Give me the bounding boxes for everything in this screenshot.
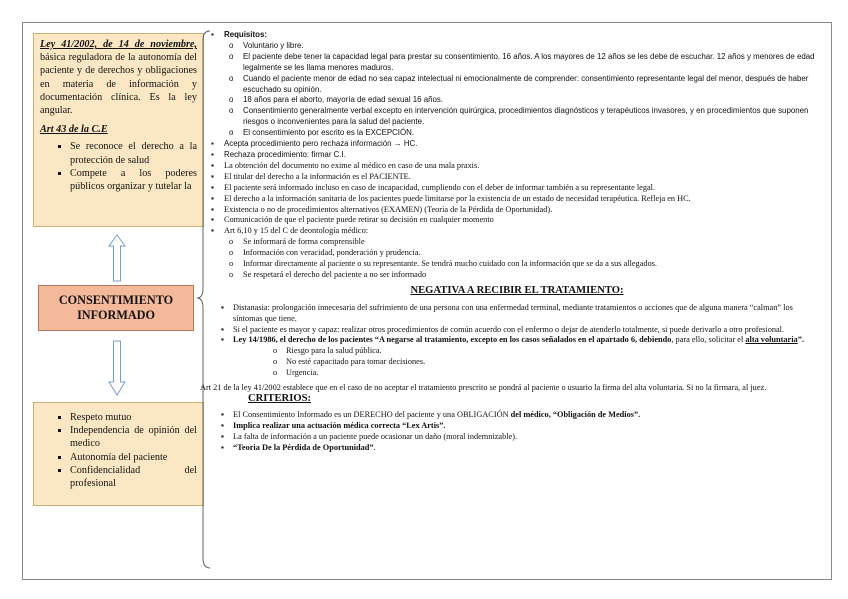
list-item: o No esté capacitado para tomar decisiones.: [273, 357, 426, 367]
list-item: o Urgencia.: [273, 368, 319, 378]
law-paragraph: [40, 38, 197, 117]
list-item: o 18 años para el aborto, mayoría de edad sexual 16 años.: [229, 95, 444, 105]
law-title: Ley 41/2002, de 14 de noviembre,: [40, 39, 197, 50]
list-item: ▪ La falta de información a un paciente puede ocasionar un daño (moral indemnizable).: [221, 431, 518, 441]
law-description: básica reguladora de la autonomía del paciente y de derechos y obligaciones en materia de información y documentación clínica. Es la ley angular.: [40, 52, 197, 117]
center-title: CONSENTIMIENTO INFORMADO: [58, 293, 174, 322]
list-item: ▪ Independencia de opinión del medico: [70, 424, 197, 450]
list-item: o Cuando el paciente menor de edad no sea capaz intelectual ni emocionalmente de comprender: consentimiento representante legal del menor, después de haber escuchado su opinión.: [229, 73, 809, 94]
list-item: ▪ Rechaza procedimiento: firmar C.I.: [211, 149, 346, 159]
list-item: ▪ “Teoria De la Pérdida de Oportunidad”.: [221, 442, 376, 452]
criterios-heading: CRITERIOS:: [248, 393, 311, 404]
list-item: o Información con veracidad, ponderación y prudencia.: [229, 248, 421, 258]
article-title: Art 43 de la C.E: [40, 124, 108, 136]
list-item: ▪ Art 6,10 y 15 del C de deontología médico:: [211, 226, 369, 236]
article-list: [40, 140, 197, 193]
list-item: ▪ El titular del derecho a la información es el PACIENTE.: [211, 171, 411, 181]
list-item: ▪ Distanasia: prolongación innecesaria del sufrimiento de una persona con una enfermedad terminal, mediante tratamientos o acciones que de alguna manera “calman” los síntomas que tiene.: [221, 302, 793, 323]
center-title-box: [38, 285, 194, 331]
arrow-down-icon: [108, 340, 126, 396]
negativa-heading: NEGATIVA A RECIBIR EL TRATAMIENTO:: [410, 284, 624, 296]
list-item: o Se respetará el derecho del paciente a no ser informado: [229, 269, 427, 279]
list-item: o Voluntario y libre.: [229, 40, 304, 50]
principles-box: [33, 402, 204, 506]
list-item: ▪ Compete a los poderes públicos organizar y tutelar la: [70, 167, 197, 193]
principles-list: [40, 411, 197, 490]
list-item: ▪ Autonomía del paciente: [70, 451, 197, 464]
list-item: ▪ El paciente será informado incluso en caso de incapacidad, cumpliendo con el deber de informar también a su representante legal.: [211, 182, 656, 192]
list-item: o Se informará de forma comprensible: [229, 237, 365, 247]
list-item: ▪ Confidencialidad del profesional: [70, 464, 197, 490]
list-item: ▪ Existencia o no de procedimientos alternativos (EXAMEN) (Teoría de la Pérdida de Oportunidad).: [211, 204, 553, 214]
arrow-up-icon: [108, 234, 126, 282]
main-content: [200, 30, 823, 454]
curly-brace-icon: [196, 30, 212, 570]
list-item: o Consentimiento generalmente verbal excepto en intervención quirúrgica, procedimientos diagnósticos y terapéuticos invasores, y en procedimientos que suponen riesgos o inconvenientes para la salud del paciente.: [229, 106, 809, 127]
list-item: ▪ Requisitos:: [211, 30, 267, 39]
list-item: o Informar directamente al paciente o su representante. Se tendrá mucho cuidado con la información que se da a sus allegados.: [229, 259, 657, 269]
list-item: ▪ La obtención del documento no exime al médico en caso de una mala praxis.: [211, 160, 480, 170]
list-item: o El paciente debe tener la capacidad legal para prestar su consentimiento. 16 años. A los mayores de 12 años se les debe de escuchar. 12 años y menores de edad legalmente se les llama menores maduros.: [229, 51, 815, 72]
list-item: ▪ Ley 14/1986, el derecho de los pacientes “A negarse al tratamiento, excepto en los casos señalados en el apartado 6, debiendo, para ello, solicitar el alta voluntaria”.: [221, 335, 804, 345]
list-item: ▪ El derecho a la información sanitaria de los pacientes puede limitarse por la existencia de un estado de necesidad terapéutica. Refleja en HC.: [211, 193, 691, 203]
list-item: ▪ Acepta procedimiento pero rechaza información → HC.: [211, 139, 418, 149]
list-item: ▪ Comunicación de que el paciente puede retirar su decisión en cualquier momento: [211, 215, 494, 225]
list-item: o Riesgo para la salud pública.: [273, 346, 382, 356]
list-item: ▪ El Consentimiento Informado es un DERECHO del paciente y una OBLIGACIÓN del médico, “Obligación de Medios”.: [221, 409, 641, 419]
law-info-box: [33, 33, 204, 227]
list-item: o El consentimiento por escrito es la EXCEPCIÓN.: [229, 128, 415, 138]
list-item: ▪ Se reconoce el derecho a la protección de salud: [70, 140, 197, 166]
art21-paragraph: Art 21 de la ley 41/2002 establece que en el caso de no aceptar el tratamiento prescrito se pondrá al paciente o usuario la firma del alta voluntaria. Si no la firmara, al juez. CRITERIOS:: [200, 383, 767, 404]
list-item: ▪ Respeto mutuo: [70, 411, 197, 424]
list-item: ▪ Si el paciente es mayor y capaz: realizar otros procedimientos de común acuerdo con el enfermo o dejar de atenderlo totalmente, si puede derivarlo a otro profesional.: [221, 324, 785, 334]
list-item: ▪ Implica realizar una actuación médica correcta “Lex Artis”.: [221, 420, 446, 430]
alta-voluntaria: alta voluntaria: [745, 335, 798, 345]
